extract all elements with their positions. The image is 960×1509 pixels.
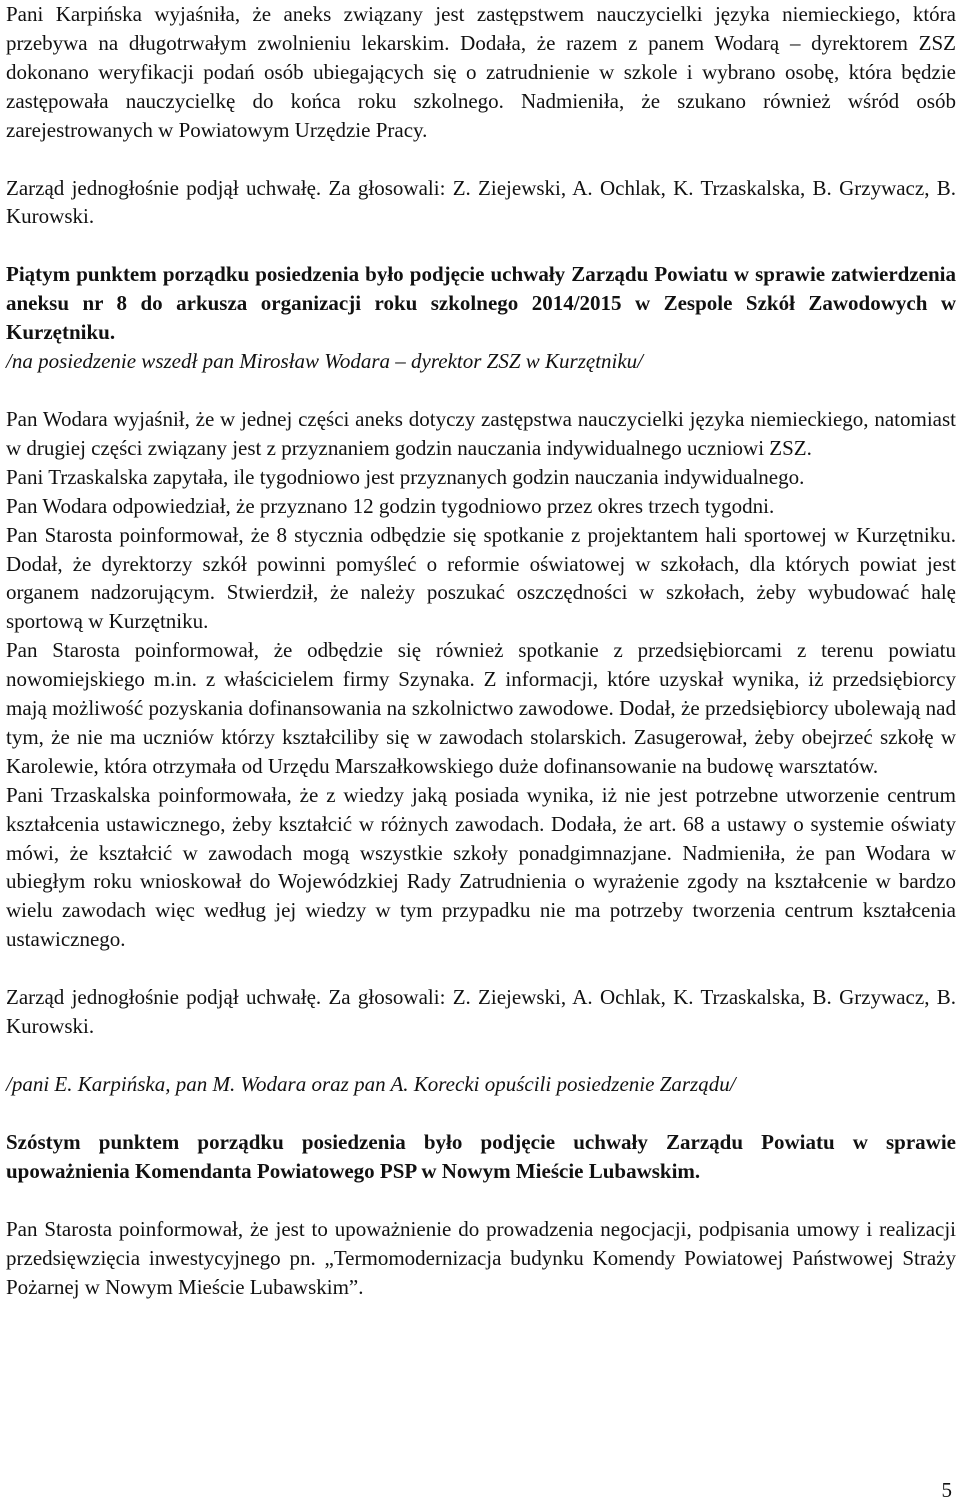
document-page — [6, 0, 956, 1301]
paragraph-wodara-explanation: Pan Wodara wyjaśnił, że w jednej części aneks dotyczy zastępstwa nauczycielki języka niemieckiego, natomiast w drugiej części związany jest z przyznaniem godzin nauczania indywidualnego uczniowi ZSZ. — [6, 406, 956, 460]
paragraph-trzaskalska-question: Pani Trzaskalska zapytała, ile tygodniowo jest przyznanych godzin nauczania indywidualnego. — [6, 464, 805, 489]
paragraph-spacer — [6, 954, 956, 983]
paragraph-starosta-sports-hall: Pan Starosta poinformował, że 8 stycznia odbędzie się spotkanie z projektantem hali sportowej w Kurzętniku. Dodał, że dyrektorzy szkół powinni pomyśleć o reformie oświatowej w szkołach, dla których powiat jest organem nadzorującym. Stwierdził, że należy poszukać oszczędności w szkołach, żeby wybudować halę sportową w Kurzętniku. — [6, 522, 956, 634]
agenda-item-sixth-heading: Szóstym punktem porządku posiedzenia było podjęcie uchwały Zarządu Powiatu w sprawie upoważnienia Komendanta Powiatowego PSP w Nowym Mieście Lubawskim. — [6, 1129, 956, 1183]
paragraph-spacer — [6, 1186, 956, 1215]
paragraph-vote-result-second: Zarząd jednogłośnie podjął uchwałę. Za głosowali: Z. Ziejewski, A. Ochlak, K. Trzaskalska, B. Grzywacz, B. Kurowski. — [6, 985, 956, 1039]
paragraph-spacer — [6, 376, 956, 405]
attendance-note-exit: /pani E. Karpińska, pan M. Wodara oraz pan A. Korecki opuścili posiedzenie Zarządu/ — [6, 1072, 736, 1096]
paragraph-starosta-entrepreneurs: Pan Starosta poinformował, że odbędzie się również spotkanie z przedsiębiorcami z terenu powiatu nowomiejskiego m.in. z właścicielem firmy Szynaka. Z informacji, które uzyskał wynika, iż przedsiębiorcy mają możliwość pozyskania dofinansowania na szkolnictwo zawodowe. Dodał, że przedsiębiorcy ubolewają nad tym, że nie ma uczniów którzy kształciliby się w zawodach stolarskich. Zasugerował, żeby obejrzeć szkołę w Karolewie, która otrzymała od Urzędu Marszałkowskiego duże dofinansowanie na budowę warsztatów. — [6, 638, 956, 778]
paragraph-spacer — [6, 145, 956, 174]
paragraph-spacer — [6, 1041, 956, 1070]
paragraph-wodara-answer: Pan Wodara odpowiedział, że przyznano 12 godzin tygodniowo przez okres trzech tygodni. — [6, 493, 775, 518]
attendance-note-entry: /na posiedzenie wszedł pan Mirosław Wodara – dyrektor ZSZ w Kurzętniku/ — [6, 349, 644, 374]
paragraph-spacer — [6, 231, 956, 260]
paragraph-karpinska-explanation: Pani Karpińska wyjaśniła, że aneks związany jest zastępstwem nauczycielki języka niemieckiego, która przebywa na długotrwałym zwolnieniu lekarskim. Dodała, że razem z panem Wodarą – dyrektorem ZSZ dokonano weryfikacji podań osób ubiegających się o zatrudnienie w szkole i wybrano osobę, która będzie zastępowała nauczycielkę do końca roku szkolnego. Nadmieniła, że szukano również wśród osób zarejestrowanych w Powiatowym Urzędzie Pracy. — [6, 2, 956, 142]
paragraph-vote-result: Zarząd jednogłośnie podjął uchwałę. Za głosowali: Z. Ziejewski, A. Ochlak, K. Trzaskalska, B. Grzywacz, B. Kurowski. — [6, 175, 956, 229]
page-number: 5 — [941, 1478, 952, 1502]
agenda-item-fifth-heading: Piątym punktem porządku posiedzenia było podjęcie uchwały Zarządu Powiatu w sprawie zatwierdzenia aneksu nr 8 do arkusza organizacji roku szkolnego 2014/2015 w Zespole Szkół Zawodowych w Kurzętniku. — [6, 262, 956, 345]
paragraph-trzaskalska-education: Pani Trzaskalska poinformowała, że z wiedzy jaką posiada wynika, iż nie jest potrzebne utworzenie centrum kształcenia ustawicznego, żeby kształcić w różnych zawodach. Dodała, że art. 68 a ustawy o systemie oświaty mówi, że kształcić w zawodach mogą wszystkie szkoły ponadgimnazjane. Nadmieniła, że pan Wodara w ubiegłym roku wnioskował do Wojewódzkiej Rady Zatrudnienia o wyrażenie zgody na kształcenie w bardzo wielu zawodach więc według jej wiedzy w tym przypadku nie ma potrzeby tworzenia centrum kształcenia ustawicznego. — [6, 782, 956, 952]
paragraph-starosta-authorization: Pan Starosta poinformował, że jest to upoważnienie do prowadzenia negocjacji, podpisania umowy i realizacji przedsięwzięcia inwestycyjnego pn. „Termomodernizacja budynku Komendy Powiatowej Państwowej Straży Pożarnej w Nowym Mieście Lubawskim”. — [6, 1216, 956, 1299]
paragraph-spacer — [6, 1099, 956, 1128]
